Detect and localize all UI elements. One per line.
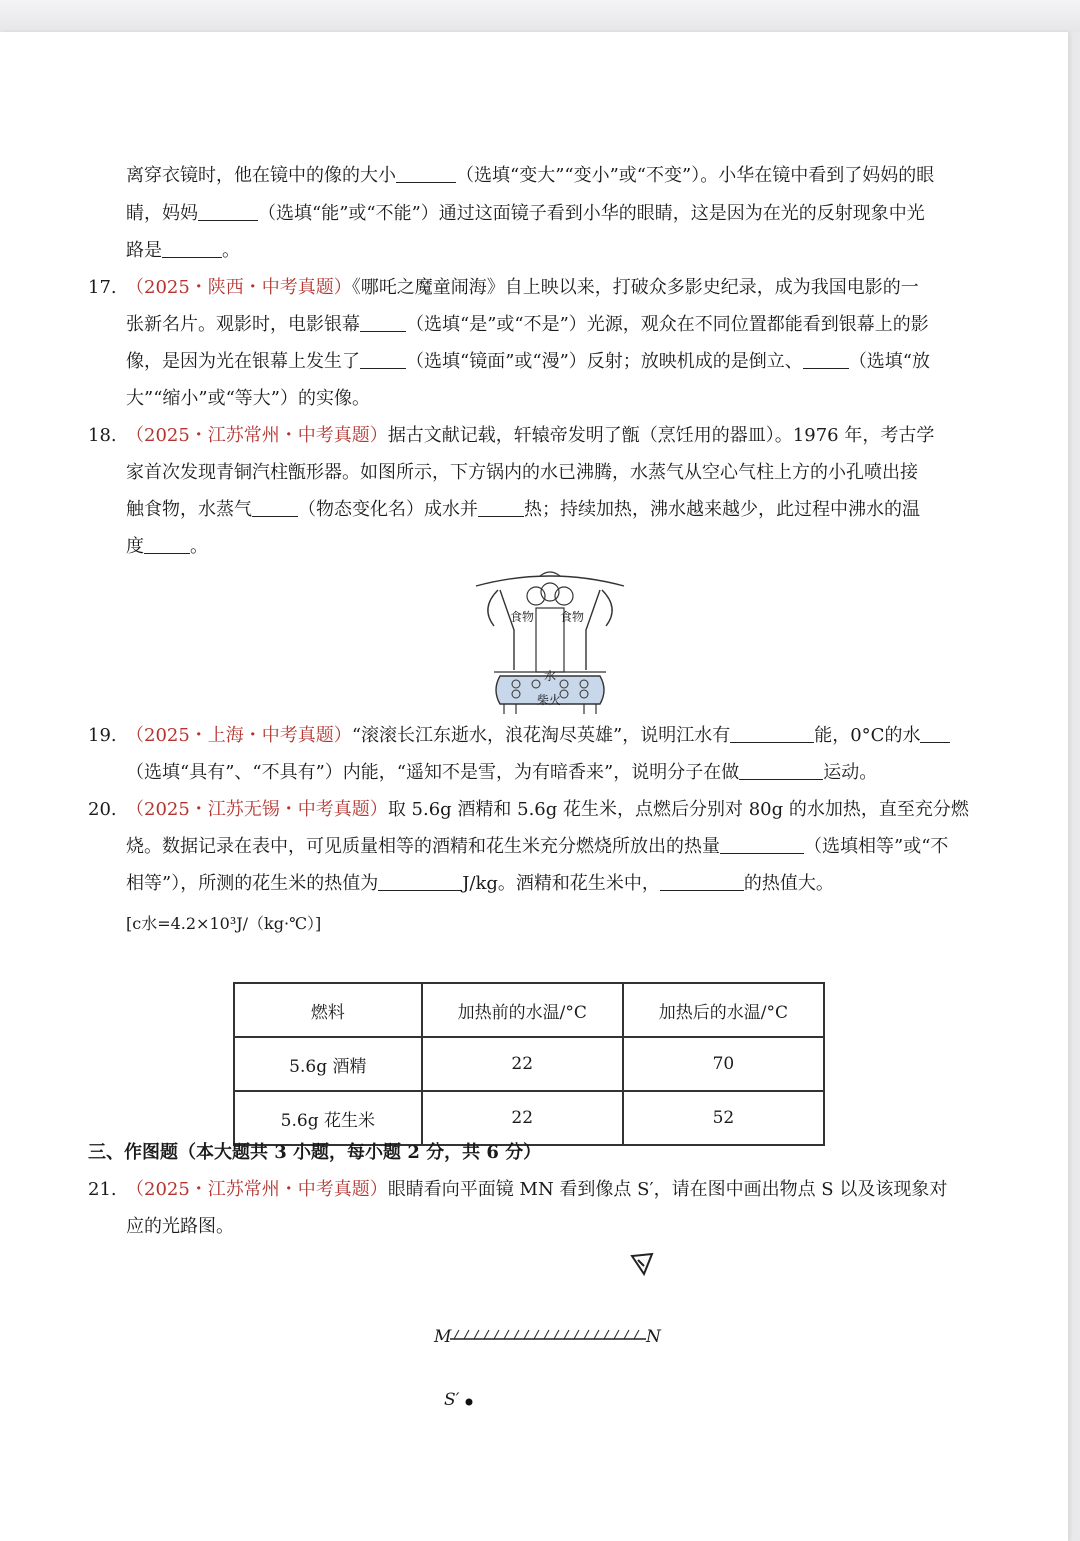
figure-label-food-right: 食物 (560, 610, 585, 624)
image-point-dot (464, 1397, 474, 1407)
table-header-row (234, 983, 824, 1037)
document-page (0, 32, 1068, 1541)
q16-line-3: 路是 。 (126, 240, 240, 261)
q21-line-2: 应的光路图。 (126, 1216, 234, 1237)
q21-number: 21. (88, 1179, 117, 1200)
q17-line-2: 张新名片。观影时，电影银幕 （选填“是”或“不是”）光源，观众在不同位置都能看到银幕上的影 (126, 314, 929, 335)
mirror-label-m: M (434, 1327, 452, 1347)
q21-source: （2025・江苏常州・中考真题） (126, 1179, 388, 1200)
q18-line-2: 家首次发现青铜汽柱甑形器。如图所示，下方锅内的水已沸腾，水蒸气从空心气柱上方的小孔喷出接 (126, 462, 918, 483)
table-header-cell: 燃料 (234, 983, 422, 1037)
q17-line-4: 大”“缩小”或“等大”）的实像。 (126, 388, 371, 409)
q19-number: 19. (88, 725, 117, 746)
q20-line-3: 相等”），所测的花生米的热值为 J/kg。酒精和花生米中， 的热值大。 (126, 873, 834, 894)
q17-source: （2025・陕西・中考真题） (126, 277, 352, 298)
table-header-cell: 加热后的水温/°C (623, 983, 824, 1037)
q18-source: （2025・江苏常州・中考真题） (126, 425, 388, 446)
image-point-label: S′ (444, 1390, 460, 1410)
q17-number: 17. (88, 277, 117, 298)
q18-number: 18. (88, 425, 117, 446)
q17-line-3: 像，是因为光在银幕上发生了 （选填“镜面”或“漫”）反射；放映机成的是倒立、 （选填“放 (126, 351, 931, 372)
table-cell: 5.6g 花生米 (234, 1091, 422, 1145)
table-cell: 22 (422, 1037, 623, 1091)
q19-source: （2025・上海・中考真题） (126, 725, 352, 746)
q16-line-2: 睛，妈妈 （选填“能”或“不能”）通过这面镜子看到小华的眼睛，这是因为在光的反射现象中光 (126, 203, 925, 224)
q17-line-1: （2025・陕西・中考真题）《哪吒之魔童闹海》自上映以来，打破众多影史纪录，成为我国电影的一 (126, 277, 919, 298)
q20-given-constant: [c水=4.2×10³J/（kg·℃）] (126, 914, 322, 933)
q19-line-2: （选填“具有”、“不具有”）内能，“遥知不是雪，为有暗香来”，说明分子在做 运动。 (126, 762, 878, 783)
mirror-label-n: N (646, 1327, 661, 1347)
q20-data-table (233, 982, 825, 1146)
eye-icon (628, 1250, 658, 1280)
table-row (234, 1037, 824, 1091)
q18-line-4: 度 。 (126, 536, 208, 557)
table-cell: 5.6g 酒精 (234, 1037, 422, 1091)
table-cell: 70 (623, 1037, 824, 1091)
table-header-cell: 加热前的水温/°C (422, 983, 623, 1037)
q16-line-1: 离穿衣镜时，他在镜中的像的大小 （选填“变大”“变小”或“不变”）。小华在镜中看到了妈妈的眼 (126, 165, 935, 186)
q20-number: 20. (88, 799, 117, 820)
figure-label-fire: 柴火 (537, 693, 562, 707)
q18-line-1: （2025・江苏常州・中考真题）据古文献记载，轩辕帝发明了甑（烹饪用的器皿）。1976 年，考古学 (126, 425, 935, 446)
table-cell: 52 (623, 1091, 824, 1145)
q19-line-1: （2025・上海・中考真题）“滚滚长江东逝水，浪花淘尽英雄”，说明江水有 能，0°C的水 (126, 724, 950, 748)
q21-line-1: （2025・江苏常州・中考真题）眼睛看向平面镜 MN 看到像点 S′，请在图中画出物点 S 以及该现象对 (126, 1179, 948, 1200)
q18-line-3: 触食物，水蒸气 （物态变化名）成水并 热；持续加热，沸水越来越少，此过程中沸水的温 (126, 499, 920, 520)
section-3-heading: 三、作图题（本大题共 3 小题，每小题 2 分，共 6 分） (88, 1142, 542, 1163)
table-row (234, 1091, 824, 1145)
q20-source: （2025・江苏无锡・中考真题） (126, 799, 388, 820)
q20-line-1: （2025・江苏无锡・中考真题）取 5.6g 酒精和 5.6g 花生米，点燃后分别对 80g 的水加热，直至充分燃 (126, 799, 969, 820)
q20-line-2: 烧。数据记录在表中，可见质量相等的酒精和花生米充分燃烧所放出的热量 （选填相等”或“不 (126, 836, 949, 857)
table-cell: 22 (422, 1091, 623, 1145)
figure-label-food-left: 食物 (510, 610, 535, 624)
plane-mirror-mn (450, 1328, 646, 1342)
figure-label-water: 水 (544, 669, 557, 683)
viewer-top-bar (0, 0, 1080, 32)
